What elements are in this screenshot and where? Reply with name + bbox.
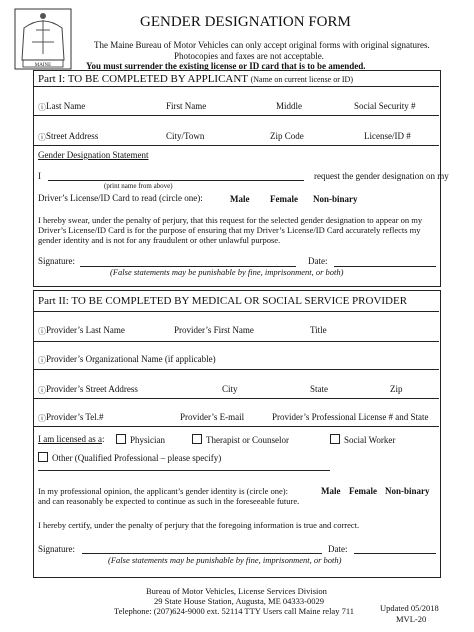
- provider-signature-field[interactable]: [82, 553, 322, 554]
- provider-date-label: Date:: [328, 544, 348, 554]
- opinion-line2: and can reasonably be expected to continue as such in the foreseeable future.: [38, 496, 300, 506]
- part2-row4-rule: [33, 426, 439, 427]
- info-icon: ⓘ: [38, 414, 46, 423]
- svg-text:MAINE: MAINE: [34, 63, 52, 68]
- option-male[interactable]: Male: [230, 194, 250, 204]
- first-name-label: First Name: [166, 101, 207, 111]
- option-nonbinary[interactable]: Non-binary: [313, 194, 358, 204]
- physician-option[interactable]: Physician: [116, 434, 165, 445]
- applicant-date-field[interactable]: [334, 266, 436, 267]
- part2-row1-rule: [33, 341, 439, 342]
- print-name-note: (print name from above): [104, 182, 173, 190]
- provider-state-label: State: [310, 384, 328, 394]
- footer-line3: Telephone: (207)624-9000 ext. 52114 TTY Users call Maine relay 711: [114, 606, 355, 616]
- opinion-line1: In my professional opinion, the applicant’s gender identity is (circle one):: [38, 486, 288, 496]
- part1-row1-rule: [33, 115, 439, 116]
- middle-label: Middle: [276, 101, 302, 111]
- notice-photocopies: Photocopies and faxes are not acceptable.: [174, 51, 324, 61]
- part2-title: Part II: TO BE COMPLETED BY MEDICAL OR SOCIAL SERVICE PROVIDER: [38, 295, 408, 307]
- ssn-label: Social Security #: [354, 101, 416, 111]
- form-title: GENDER DESIGNATION FORM: [140, 14, 351, 30]
- provider-email-label: Provider’s E-mail: [180, 412, 245, 422]
- street-label: Street Address: [46, 131, 99, 141]
- date-label: Date:: [308, 256, 328, 266]
- last-name-label: Last Name: [46, 101, 86, 111]
- request-text: request the gender designation on my: [314, 171, 449, 181]
- provider-org-label: Provider’s Organizational Name (if applicable): [46, 354, 216, 364]
- applicant-name-field[interactable]: [48, 180, 304, 181]
- certify-text: I hereby certify, under the penalty of perjury that the foregoing information is true and correct.: [38, 520, 360, 530]
- info-icon: ⓘ: [38, 356, 46, 365]
- provider-street-label: Provider’s Street Address: [46, 384, 138, 394]
- signature-label: Signature:: [38, 256, 75, 266]
- option-female[interactable]: Female: [270, 194, 298, 204]
- license-label: License/ID #: [364, 131, 411, 141]
- provider-tel-label: Provider’s Tel.#: [46, 412, 104, 422]
- footer-line2: 29 State House Station, Augusta, ME 04333-0029: [154, 596, 324, 606]
- part1-title: Part I: TO BE COMPLETED BY APPLICANT (Name on current license or ID): [38, 73, 353, 85]
- notice-original: The Maine Bureau of Motor Vehicles can only accept original forms with original signatures.: [94, 40, 430, 50]
- i-label: I: [38, 171, 41, 181]
- zip-label: Zip Code: [270, 131, 304, 141]
- part2-row3-rule: [33, 398, 439, 399]
- part1-row2-rule: [33, 145, 439, 146]
- info-icon: ⓘ: [38, 103, 46, 112]
- maine-state-seal: [14, 8, 72, 70]
- form-id: MVL-20: [396, 614, 427, 624]
- city-label: City/Town: [166, 131, 205, 141]
- provider-last-name-label: Provider’s Last Name: [46, 325, 125, 335]
- false-statement-note: (False statements may be punishable by fine, imprisonment, or both): [108, 555, 342, 565]
- provider-license-label: Provider’s Professional License # and State: [272, 412, 429, 422]
- oath-line1: I hereby swear, under the penalty of perjury, that this request for the selected gender designation to appear on my: [38, 215, 423, 225]
- other-checkbox[interactable]: [38, 452, 48, 462]
- social-worker-checkbox[interactable]: [330, 434, 340, 444]
- licensed-as-label: I am licensed as a:: [38, 434, 105, 444]
- license-circle-label: Driver’s License/ID Card to read (circle one):: [38, 193, 203, 203]
- provider-signature-label: Signature:: [38, 544, 75, 554]
- notice-surrender: You must surrender the existing license or ID card that is to be amended.: [86, 61, 366, 71]
- therapist-option[interactable]: Therapist or Counselor: [192, 434, 289, 445]
- oath-line2: Driver’s License/ID Card is for the purpose of ensuring that my Driver’s License/ID Card accurately reflects my: [38, 225, 421, 235]
- other-specify-field[interactable]: [38, 470, 330, 471]
- oath-line3: gender identity and is not for any fraudulent or other unlawful purpose.: [38, 235, 281, 245]
- social-worker-option[interactable]: Social Worker: [330, 434, 395, 445]
- provider-zip-label: Zip: [390, 384, 403, 394]
- physician-checkbox[interactable]: [116, 434, 126, 444]
- updated-date: Updated 05/2018: [380, 603, 439, 613]
- part2-row2-rule: [33, 369, 439, 370]
- option-male[interactable]: Male: [321, 486, 341, 496]
- provider-first-name-label: Provider’s First Name: [174, 325, 254, 335]
- info-icon: ⓘ: [38, 386, 46, 395]
- option-nonbinary[interactable]: Non-binary: [385, 486, 430, 496]
- info-icon: ⓘ: [38, 133, 46, 142]
- provider-title-label: Title: [310, 325, 327, 335]
- therapist-checkbox[interactable]: [192, 434, 202, 444]
- info-icon: ⓘ: [38, 327, 46, 336]
- option-female[interactable]: Female: [349, 486, 377, 496]
- other-option[interactable]: Other (Qualified Professional – please specify): [38, 452, 221, 463]
- provider-date-field[interactable]: [354, 553, 436, 554]
- statement-heading: Gender Designation Statement: [38, 150, 149, 160]
- false-statement-note: (False statements may be punishable by fine, imprisonment, or both): [110, 267, 344, 277]
- footer-line1: Bureau of Motor Vehicles, License Services Division: [146, 586, 327, 596]
- provider-city-label: City: [222, 384, 238, 394]
